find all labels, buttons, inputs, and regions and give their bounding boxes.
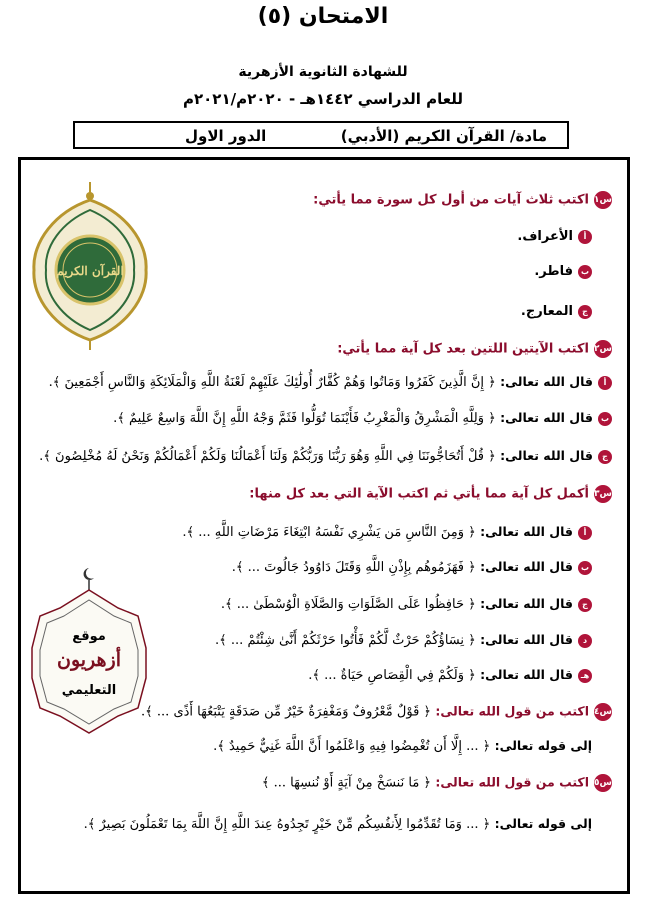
question-number-badge: س٣ [594,485,612,503]
item-prefix: قال الله تعالى: [480,632,573,647]
ayah-text: ﴿ وَمِنَ النَّاسِ مَن يَشْرِي نَفْسَهُ ابْتِغَاءَ مَرْضَاتِ اللَّهِ ... ﴾. [182,525,476,540]
item-bullet: ج [578,598,592,612]
list-item [221,596,592,612]
question-3-heading [249,485,612,503]
subject-label: مادة/ القرآن الكريم (الأدبي) [340,127,547,145]
item-bullet: ب [578,265,592,279]
question-number-badge: س٥ [594,774,612,792]
site-logo-line2: أزهريون [56,649,122,671]
question-number-badge: س٤ [594,703,612,721]
item-prefix: قال الله تعالى: [500,448,593,463]
item-bullet: د [578,634,592,648]
ayah-text: ﴿ وَلِلَّهِ الْمَشْرِقُ وَالْمَغْرِبُ فَأَيْنَمَا تُوَلُّوا فَثَمَّ وَجْهُ اللَّهِ إِنَّ اللَّهَ وَاسِعٌ عَلِيمٌ ﴾. [113,411,496,426]
question-number-badge: س١ [594,191,612,209]
ayah-text: ﴿ حَافِظُوا عَلَى الصَّلَوَاتِ وَالصَّلَاةِ الْوُسْطَىٰ ... ﴾. [220,597,476,612]
ayah-text: ﴿ قَوْلٌ مَّعْرُوفٌ وَمَغْفِرَةٌ خَيْرٌ مِّن صَدَقَةٍ يَتْبَعُهَا أَذًى ... ﴾. [141,704,432,720]
ayah-text: ﴿ فَهَزَمُوهُم بِإِذْنِ اللَّهِ وَقَتَلَ دَاوُودُ جَالُوتَ ... ﴾. [231,560,476,575]
item-text: المعارج. [520,304,573,319]
list-item [182,524,592,540]
question-number-badge: س٢ [594,340,612,358]
list-item [39,448,612,464]
question-text: اكتب ثلاث آيات من أول كل سورة مما يأتي: [313,192,589,208]
academic-year-line: للعام الدراسي ١٤٤٢هـ - ٢٠٢٠م/٢٠٢١م [183,90,463,108]
list-item [215,632,592,648]
subject-box [73,121,569,149]
ayah-text: ﴿ إِنَّ الَّذِينَ كَفَرُوا وَمَاتُوا وَهُمْ كُفَّارٌ أُولَٰئِكَ عَلَيْهِمْ لَعْنَةُ اللَّهِ وَالْمَلَائِكَةِ وَالنَّاسِ أَجْمَعِينَ ﴾. [48,375,496,390]
exam-round-label: الدور الاول [185,127,267,145]
to-prefix: إلى قوله تعالى: [494,738,592,753]
list-item [517,229,592,244]
item-prefix: قال الله تعالى: [480,596,573,611]
azharyoon-logo-icon [30,568,148,743]
list-item [113,410,612,426]
item-bullet: أ [578,230,592,244]
item-prefix: قال الله تعالى: [500,374,593,389]
list-item [49,374,612,390]
item-bullet: أ [598,376,612,390]
item-bullet: هـ [578,669,592,683]
item-prefix: قال الله تعالى: [500,410,593,425]
list-item [534,264,592,279]
quran-emblem-text: القرآن الكريم [56,264,124,278]
list-item [521,304,592,319]
item-bullet: ج [598,450,612,464]
item-bullet: أ [578,526,592,540]
ayah-text: ﴿ وَلَكُمْ فِي الْقِصَاصِ حَيَاةٌ ... ﴾. [308,668,476,683]
ayah-text: ﴿ قُلْ أَتُحَاجُّونَنَا فِي اللَّهِ وَهُوَ رَبُّنَا وَرَبُّكُمْ وَلَنَا أَعْمَالُنَا وَلَكُمْ أَعْمَالُكُمْ وَنَحْنُ لَهُ مُخْلِصُونَ ﴾. [39,449,496,464]
question-4-to-line [213,738,592,754]
question-text: اكتب من قول الله تعالى: [435,774,589,790]
item-prefix: قال الله تعالى: [480,559,573,574]
certificate-line: للشهادة الثانوية الأزهرية [238,64,408,80]
ayah-text: ﴿ ... وَمَا تُقَدِّمُوا لِأَنفُسِكُم مِّنْ خَيْرٍ تَجِدُوهُ عِندَ اللَّهِ إِنَّ اللَّهَ بِمَا تَعْمَلُونَ بَصِيرٌ ﴾. [83,817,491,832]
question-4-heading [141,703,612,721]
question-text: اكتب من قول الله تعالى: [435,703,589,719]
item-prefix: قال الله تعالى: [480,667,573,682]
ayah-text: ﴿ نِسَاؤُكُمْ حَرْثٌ لَّكُمْ فَأْتُوا حَرْثَكُمْ أَنَّىٰ شِئْتُمْ ... ﴾. [215,633,476,648]
question-2-heading [337,340,612,358]
item-bullet: ج [578,305,592,319]
item-text: الأعراف. [517,229,573,244]
question-5-to-line [84,816,592,832]
question-5-heading [262,774,612,792]
question-text: أكمل كل آية مما يأتي ثم اكتب الآية التي بعد كل منها: [249,486,589,502]
list-item [308,667,592,683]
item-bullet: ب [598,412,612,426]
exam-title: الامتحان (٥) [257,4,389,29]
list-item [232,559,592,575]
site-logo-line1: موقع [72,629,106,644]
question-text: اكتب الآيتين اللتين بعد كل آية مما يأتي: [337,341,589,357]
ayah-text: ﴿ مَا نَنسَخْ مِنْ آيَةٍ أَوْ نُنسِهَا ... ﴾ [261,775,432,791]
ayah-text: ﴿ ... إِلَّا أَن تُغْمِضُوا فِيهِ وَاعْلَمُوا أَنَّ اللَّهَ غَنِيٌّ حَمِيدٌ ﴾. [213,739,491,754]
item-text: فاطر. [534,264,573,279]
question-1-heading [313,191,612,209]
item-prefix: قال الله تعالى: [480,524,573,539]
item-bullet: ب [578,561,592,575]
to-prefix: إلى قوله تعالى: [494,816,592,831]
site-logo-line3: التعليمي [61,683,117,698]
quran-emblem-icon [30,182,150,352]
